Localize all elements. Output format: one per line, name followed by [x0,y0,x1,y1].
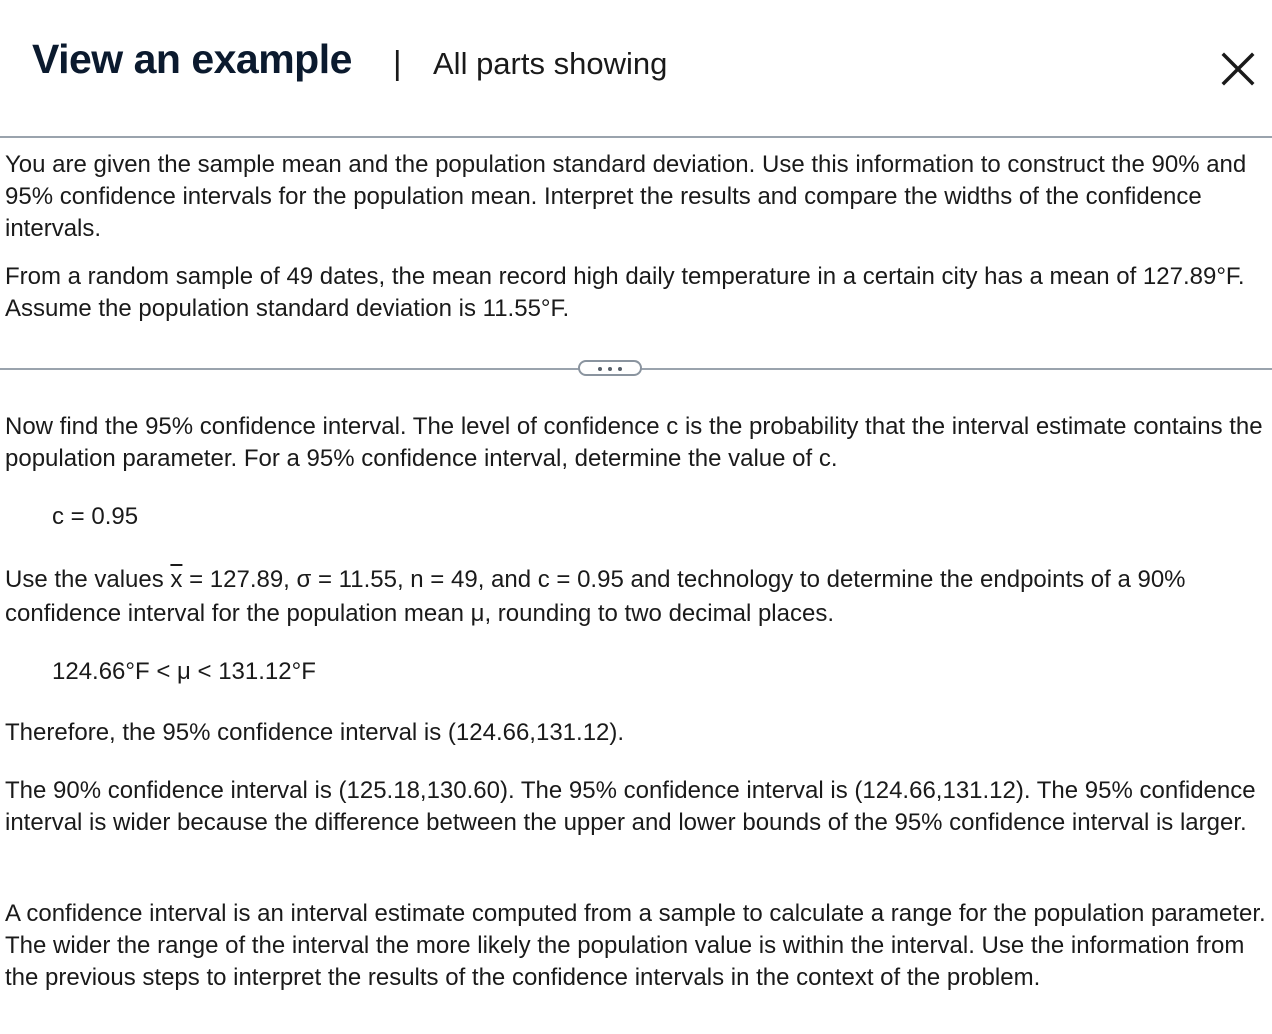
close-button[interactable] [1218,49,1258,89]
therefore-paragraph: Therefore, the 95% confidence interval is (124.66,131.12). [5,719,625,746]
title-separator: | [393,44,402,81]
parts-status: All parts showing [433,46,668,81]
use-values-text-post: = 127.89, σ = 11.55, n = 49, and c = 0.95 and technology to determine the endpoints of a 90% confidence interval for the population mean μ, rounding to two decimal places. [5,566,1186,627]
dialog-title: View an example [32,36,352,82]
interpret-paragraph: A confidence interval is an interval estimate computed from a sample to calculate a range for the population parameter. The wider the range of the interval the more likely the population value is within the interval. Use the information from the previous steps to interpret the results of the confidence intervals in the context of the problem. [5,900,1266,991]
find-c-paragraph: Now find the 95% confidence interval. The level of confidence c is the probability that the interval estimate contains the population parameter. For a 95% confidence interval, determine the value of c. [5,413,1263,472]
sample-mean-symbol: $\overline{x}$ [170,566,183,593]
c-value: c = 0.95 [52,503,139,530]
header-divider [0,136,1272,138]
expand-previous-steps-button[interactable] [578,360,642,376]
dialog-header [0,0,1272,136]
use-values-paragraph [5,563,1267,631]
interval-value: 124.66°F < μ < 131.12°F [52,658,316,685]
intro-paragraph: You are given the sample mean and the population standard deviation. Use this information to construct the 90% and 95% confidence intervals for the population mean. Interpret the results and compare the widths of the confidence intervals. [5,151,1247,242]
problem-paragraph: From a random sample of 49 dates, the mean record high daily temperature in a certain city has a mean of 127.89°F. Assume the population standard deviation is 11.55°F. [5,263,1245,322]
use-values-text-pre: Use the values [5,566,171,593]
compare-paragraph: The 90% confidence interval is (125.18,130.60). The 95% confidence interval is (124.66,131.12). The 95% confidence interval is wider because the difference between the upper and lower bounds of the 95% confidence interval is larger. [5,777,1256,836]
close-icon [1218,49,1258,89]
